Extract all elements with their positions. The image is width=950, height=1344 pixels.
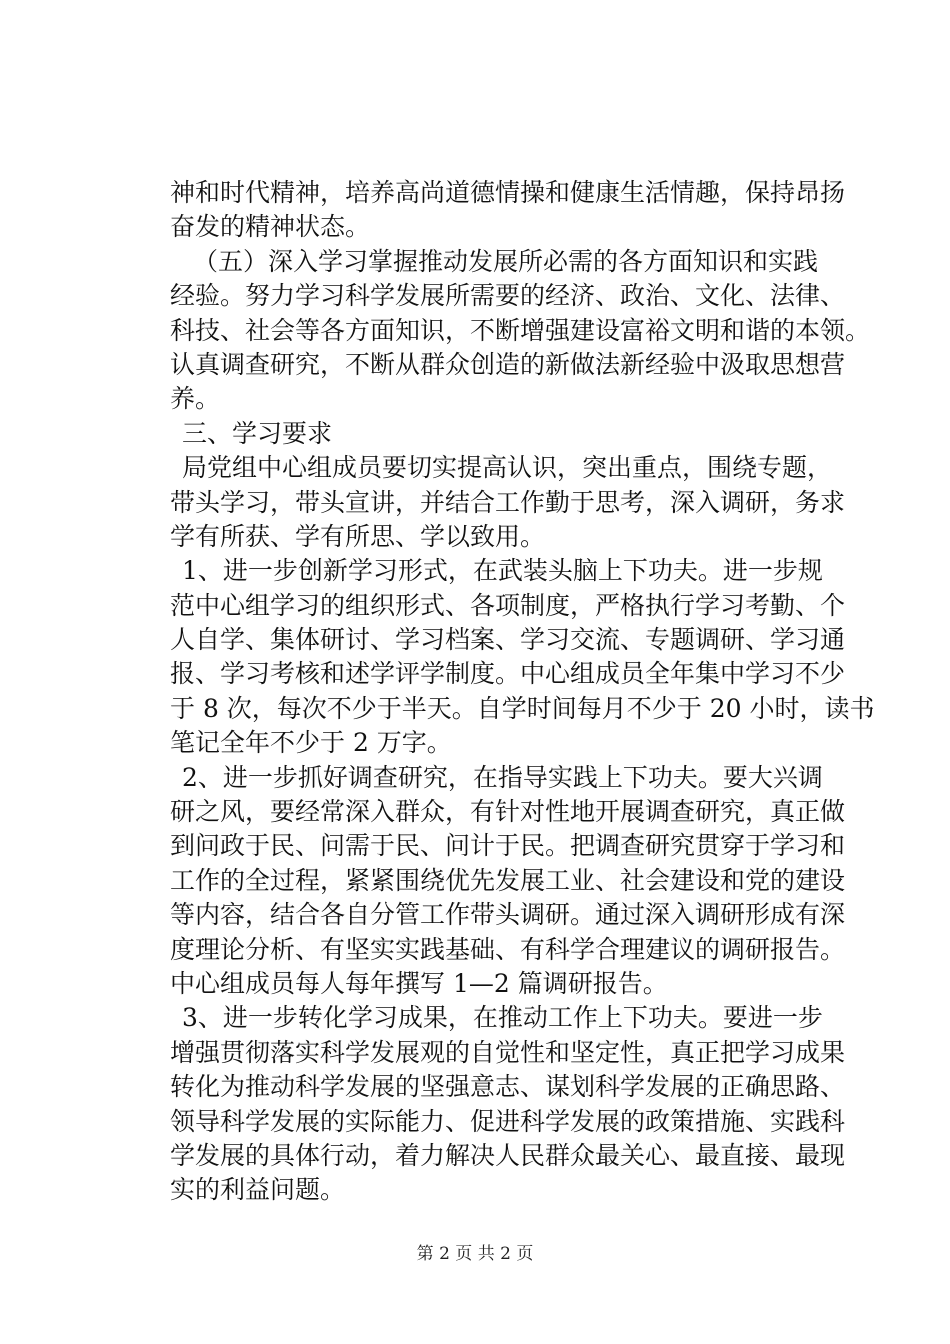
text-line: 神和时代精神，培养高尚道德情操和健康生活情趣，保持昂扬: [170, 178, 846, 207]
text-line: 到问政于民、问需于民、问计于民。把调查研究贯穿于学习和: [170, 831, 846, 861]
text-line: 人自学、集体研讨、学习档案、学习交流、专题调研、学习通: [170, 625, 846, 655]
text-line: 1、进一步创新学习形式，在武装头脑上下功夫。进一步规: [182, 556, 823, 586]
text-line: 研之风，要经常深入群众，有针对性地开展调查研究，真正做: [170, 797, 846, 827]
text-line: 2、进一步抓好调查研究，在指导实践上下功夫。要大兴调: [182, 762, 823, 792]
text-line: 科技、社会等各方面知识，不断增强建设富裕文明和谐的本领。: [170, 315, 871, 345]
text-line: 等内容，结合各自分管工作带头调研。通过深入调研形成有深: [170, 900, 846, 930]
text-line: 中心组成员每人每年撰写 1—2 篇调研报告。: [170, 968, 668, 998]
text-line: 增强贯彻落实科学发展观的自觉性和坚定性，真正把学习成果: [170, 1037, 846, 1067]
text-line: （五）深入学习掌握推动发展所必需的各方面知识和实践: [193, 246, 819, 276]
text-line: 笔记全年不少于 2 万字。: [170, 728, 452, 758]
text-line: 实的利益问题。: [170, 1175, 346, 1205]
text-line: 带头学习，带头宣讲，并结合工作勤于思考，深入调研，务求: [170, 487, 846, 517]
text-line: 认真调查研究，不断从群众创造的新做法新经验中汲取思想营: [170, 349, 846, 379]
text-line: 于 8 次，每次不少于半天。自学时间每月不少于 20 小时，读书: [170, 693, 875, 723]
text-line: 报、学习考核和述学评学制度。中心组成员全年集中学习不少: [170, 659, 846, 689]
text-line: 学发展的具体行动，着力解决人民群众最关心、最直接、最现: [170, 1140, 846, 1170]
document-body: [170, 176, 875, 1208]
text-line: 局党组中心组成员要切实提高认识，突出重点，围绕专题，: [182, 453, 833, 483]
text-line: 养。: [170, 384, 221, 414]
text-line: 领导科学发展的实际能力、促进科学发展的政策措施、实践科: [170, 1106, 846, 1136]
text-line: 范中心组学习的组织形式、各项制度，严格执行学习考勤、个: [170, 590, 846, 620]
section-heading: 三、学习要求: [182, 418, 333, 448]
text-line: 3、进一步转化学习成果，在推动工作上下功夫。要进一步: [182, 1003, 823, 1033]
text-line: 度理论分析、有坚实实践基础、有科学合理建议的调研报告。: [170, 934, 846, 964]
text-line: 奋发的精神状态。: [170, 212, 371, 242]
text-line: 学有所获、学有所思、学以致用。: [170, 521, 546, 551]
text-line: 转化为推动科学发展的坚强意志、谋划科学发展的正确思路、: [170, 1072, 846, 1102]
text-line: 经验。努力学习科学发展所需要的经济、政治、文化、法律、: [170, 281, 846, 311]
text-line: 工作的全过程，紧紧围绕优先发展工业、社会建设和党的建设: [170, 865, 846, 895]
page-number-footer: 第 2 页 共 2 页: [416, 1244, 534, 1264]
